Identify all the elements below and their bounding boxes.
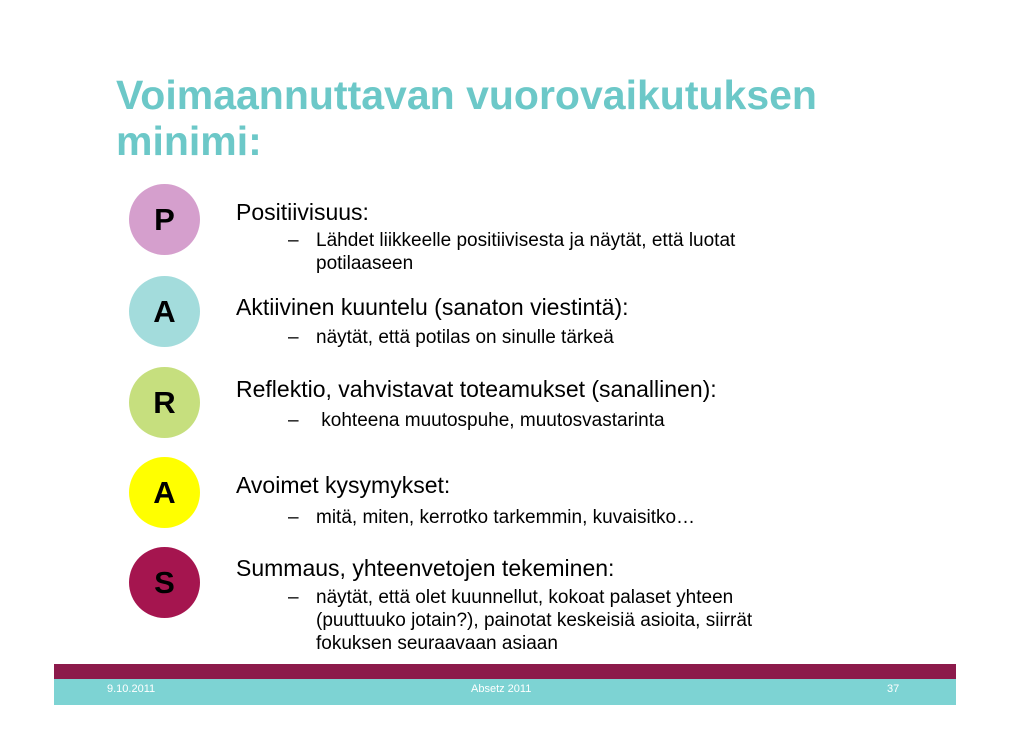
detail-line: Lähdet liikkeelle positiivisesta ja näytät, että luotat <box>316 230 736 251</box>
badge-letter: P <box>154 201 175 237</box>
dash-bullet: – <box>288 410 299 431</box>
item-detail-reflektio <box>288 409 665 432</box>
item-heading-positiivisuus: Positiivisuus: <box>236 199 369 225</box>
item-heading-summaus: Summaus, yhteenvetojen tekeminen: <box>236 555 615 581</box>
dash-bullet: – <box>288 327 299 348</box>
footer-date: 9.10.2011 <box>107 683 156 695</box>
item-detail-summaus <box>288 586 752 655</box>
detail-line: kohteena muutospuhe, muutosvastarinta <box>316 410 665 431</box>
dash-bullet: – <box>288 507 299 528</box>
item-heading-reflektio: Reflektio, vahvistavat toteamukset (sanallinen): <box>236 376 717 402</box>
item-detail-positiivisuus <box>288 229 735 275</box>
item-heading-aktiivinen-kuuntelu: Aktiivinen kuuntelu (sanaton viestintä): <box>236 294 629 320</box>
badge-letter: A <box>153 293 176 329</box>
dash-bullet: – <box>288 587 299 608</box>
detail-line: mitä, miten, kerrotko tarkemmin, kuvaisitko… <box>316 507 696 528</box>
detail-line: (puuttuuko jotain?), painotat keskeisiä asioita, siirrät <box>316 610 753 631</box>
footer-author: Absetz 2011 <box>471 683 532 695</box>
item-detail-aktiivinen-kuuntelu <box>288 326 614 349</box>
footer-page-number: 37 <box>887 683 900 695</box>
letter-badge-a-avoimet <box>129 457 200 528</box>
letter-badge-r <box>129 367 200 438</box>
badge-letter: R <box>153 384 176 420</box>
letter-badge-s <box>129 547 200 618</box>
slide-title: Voimaannuttavan vuorovaikutuksen minimi: <box>116 72 817 164</box>
letter-badge-p <box>129 184 200 255</box>
detail-line: näytät, että potilas on sinulle tärkeä <box>316 327 614 348</box>
badge-letter: A <box>153 474 176 510</box>
footer-accent-bar <box>54 664 956 679</box>
item-detail-avoimet-kysymykset <box>288 506 695 529</box>
item-heading-avoimet-kysymykset: Avoimet kysymykset: <box>236 472 451 498</box>
detail-line: fokuksen seuraavaan asiaan <box>316 633 558 654</box>
badge-letter: S <box>154 564 175 600</box>
detail-line: näytät, että olet kuunnellut, kokoat palaset yhteen <box>316 587 734 608</box>
dash-bullet: – <box>288 230 299 251</box>
letter-badge-a-aktiivinen <box>129 276 200 347</box>
detail-line: potilaaseen <box>316 253 414 274</box>
